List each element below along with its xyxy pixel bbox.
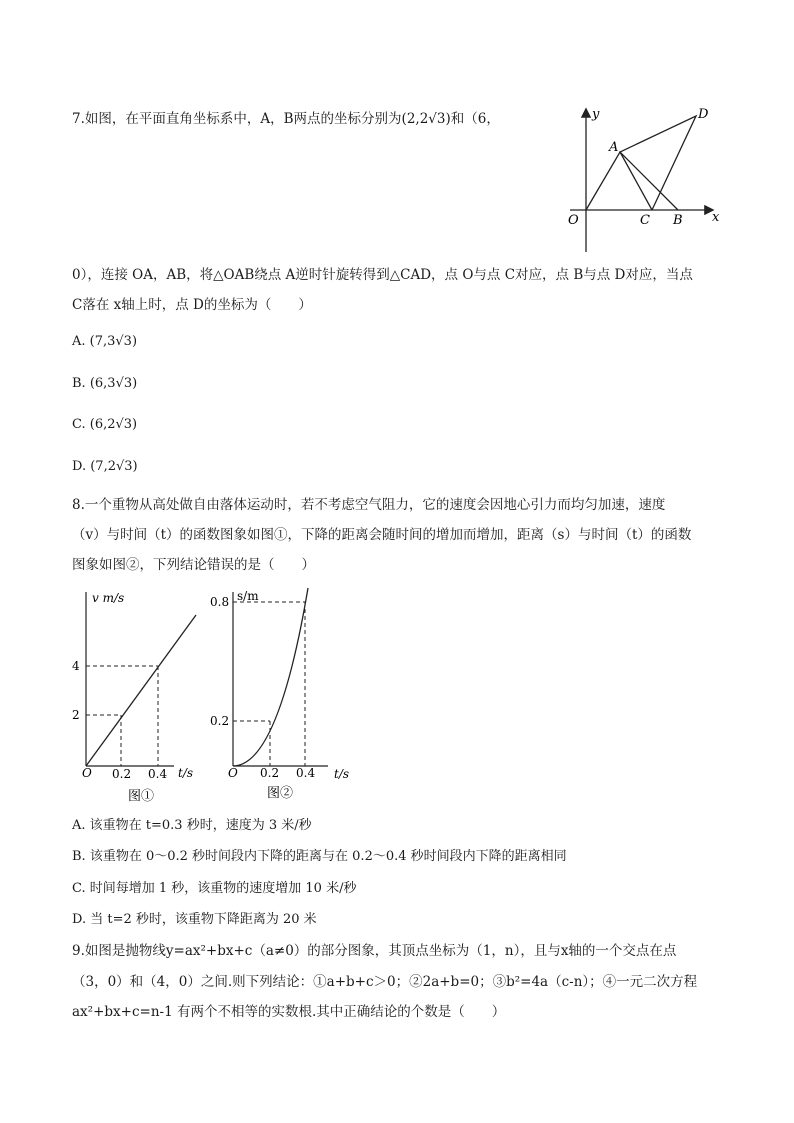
v-tick-4: 4 xyxy=(72,659,80,673)
q8-option-a: A. 该重物在 t=0.3 秒时，速度为 3 米/秒 xyxy=(72,818,312,833)
t-tick-0.4: 0.4 xyxy=(296,766,316,780)
label-a: A xyxy=(609,140,619,155)
q7-stem-line-1: 7.如图，在平面直角坐标系中，A，B两点的坐标分别为(2,2√3)和（6， xyxy=(72,111,500,127)
q9-stem-line-2: （3，0）和（4，0）之间.则下列结论：①a+b+c＞0；②2a+b=0；③b²=4a（c-n）；④一元二次方程 xyxy=(72,974,698,990)
q7-option-d: D. (7,2√3) xyxy=(72,459,138,474)
q8-velocity-graph xyxy=(62,588,212,810)
q7-stem-line-2: 0），连接 OA，AB，将△OAB绕点 A逆时针旋转得到△CAD，点 O与点 C对应，点 B与点 D对应，当点 xyxy=(72,267,693,283)
q8-stem-line-3: 图象如图②，下列结论错误的是（ ） xyxy=(72,557,315,573)
t-axis-label: t/s xyxy=(334,767,350,781)
label-y: y xyxy=(592,107,600,122)
origin-label: O xyxy=(82,766,92,780)
q8-stem-line-2: （v）与时间（t）的函数图象如图①，下降的距离会随时间的增加而增加，距离（s）与时间（t）的函数 xyxy=(72,527,692,543)
triangle-oab xyxy=(586,152,678,210)
q8-option-b: B. 该重物在 0～0.2 秒时间段内下降的距离与在 0.2～0.4 秒时间段内下降的距离相同 xyxy=(72,849,567,864)
q7-option-c: C. (6,2√3) xyxy=(72,417,138,432)
q7-option-b: B. (6,3√3) xyxy=(72,376,138,391)
q9-stem-line-3: ax²+bx+c=n-1 有两个不相等的实数根.其中正确结论的个数是（ ） xyxy=(72,1004,506,1020)
label-c: C xyxy=(640,213,650,228)
q8-option-c: C. 时间每增加 1 秒，该重物的速度增加 10 米/秒 xyxy=(72,881,357,896)
t-axis-label: t/s xyxy=(178,766,194,780)
origin-label: O xyxy=(228,766,238,780)
label-x: x xyxy=(712,210,720,225)
t-tick-0.2: 0.2 xyxy=(112,767,132,781)
label-o: O xyxy=(568,213,579,228)
caption-2: 图② xyxy=(267,786,294,801)
t-tick-0.2: 0.2 xyxy=(260,766,280,780)
q7-coordinate-figure xyxy=(560,100,730,260)
q8-distance-graph xyxy=(204,588,364,810)
q8-stem-line-1: 8.一个重物从高处做自由落体运动时，若不考虑空气阻力，它的速度会因地心引力而均匀加速，速度 xyxy=(72,497,666,513)
caption-1: 图① xyxy=(128,789,155,804)
q8-option-d: D. 当 t=2 秒时，该重物下降距离为 20 米 xyxy=(72,912,317,927)
q7-stem-line-3: C落在 x轴上时，点 D的坐标为（ ） xyxy=(72,297,312,313)
t-tick-0.4: 0.4 xyxy=(148,767,168,781)
q7-option-a: A. (7,3√3) xyxy=(72,334,138,349)
q9-stem-line-1: 9.如图是抛物线y=ax²+bx+c（a≠0）的部分图象，其顶点坐标为（1，n），且与x轴的一个交点在点 xyxy=(72,943,677,959)
v-axis-label: v m/s xyxy=(92,591,125,605)
s-tick-0.8: 0.8 xyxy=(210,595,230,609)
s-tick-0.2: 0.2 xyxy=(210,714,230,728)
label-d: D xyxy=(698,107,709,122)
v-tick-2: 2 xyxy=(72,708,80,722)
label-b: B xyxy=(673,213,683,228)
s-axis-label: s/m xyxy=(237,589,259,603)
